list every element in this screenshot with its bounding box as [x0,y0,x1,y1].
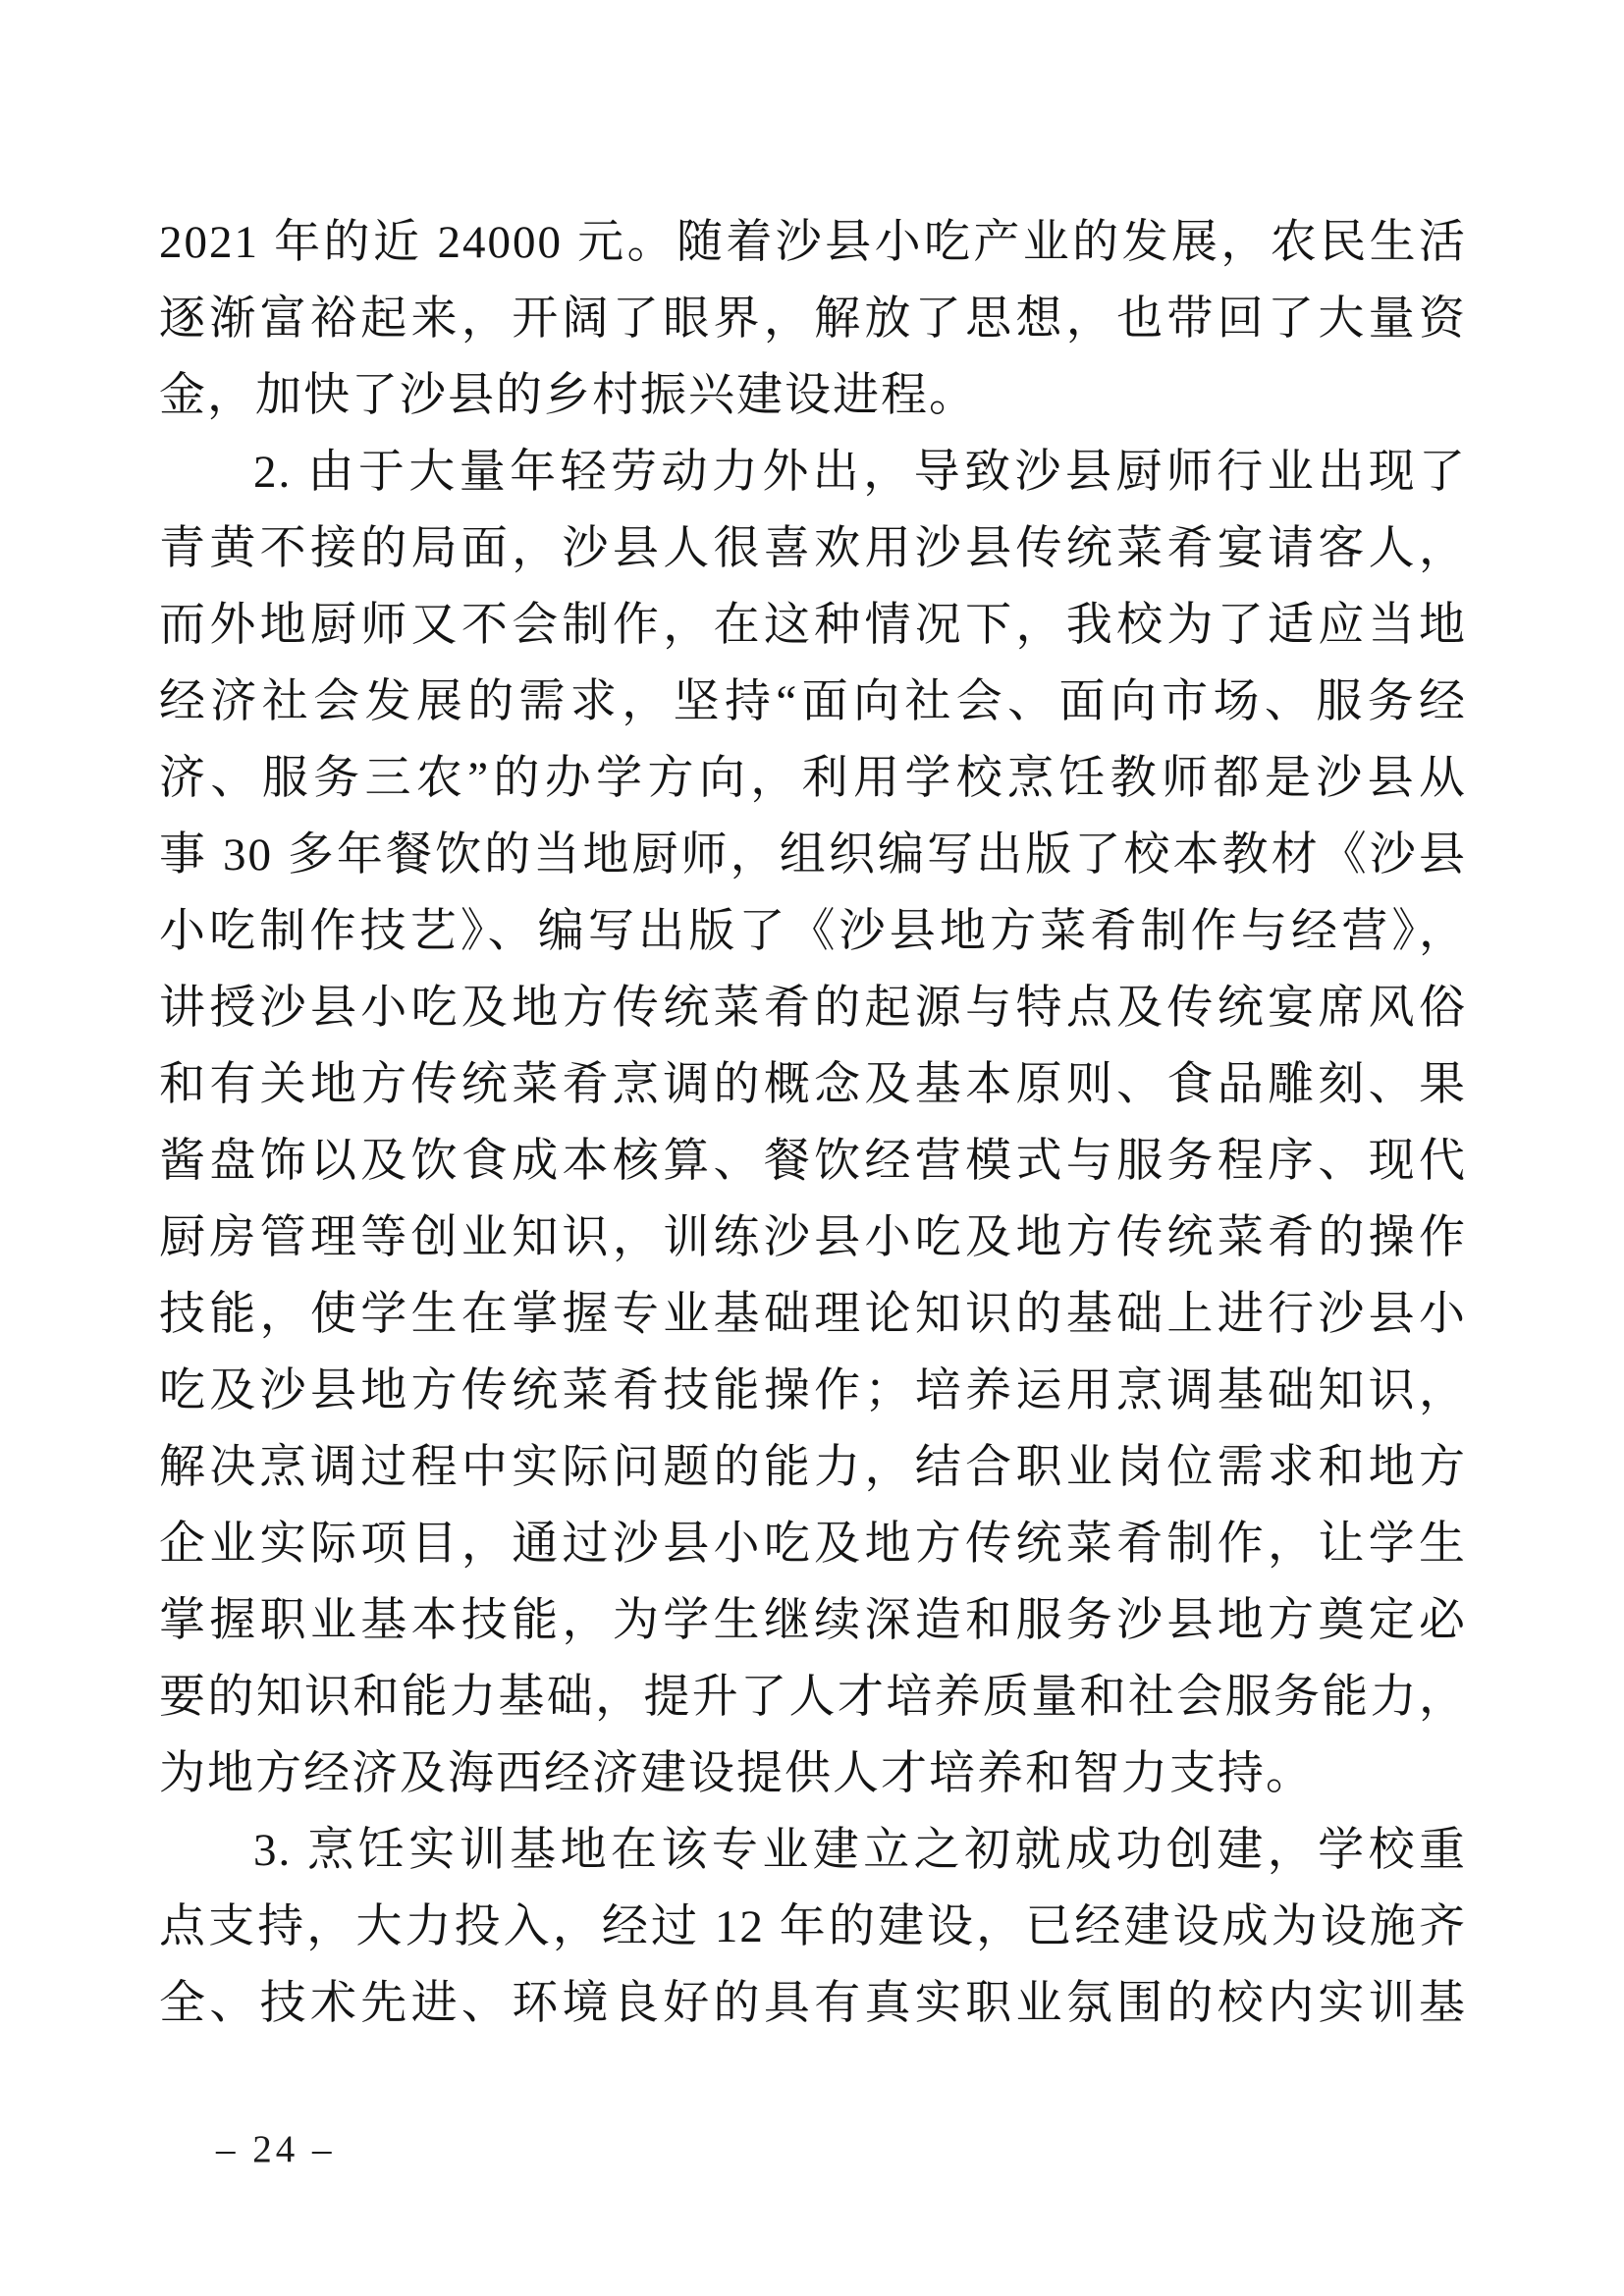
body-line: 为地方经济及海西经济建设提供人才培养和智力支持。 [159,1748,1314,1799]
body-line: 点支持，大力投入，经过 12 年的建设，已经建设成为设施齐 [159,1901,1467,1952]
body-line: 经济社会发展的需求，坚持“面向社会、面向市场、服务经 [159,676,1467,727]
body-line: 金，加快了沙县的乡村振兴建设进程。 [159,370,977,421]
body-line: 讲授沙县小吃及地方传统菜肴的起源与特点及传统宴席风俗 [159,983,1467,1034]
document-body [159,204,1467,2042]
body-line: 事 30 多年餐饮的当地厨师，组织编写出版了校本教材《沙县 [159,829,1467,881]
body-line: 吃及沙县地方传统菜肴技能操作；培养运用烹调基础知识， [159,1365,1467,1416]
body-line: 厨房管理等创业知识，训练沙县小吃及地方传统菜肴的操作 [159,1212,1467,1263]
body-line: 解决烹调过程中实际问题的能力，结合职业岗位需求和地方 [159,1442,1467,1493]
body-line: 掌握职业基本技能，为学生继续深造和服务沙县地方奠定必 [159,1595,1467,1646]
body-line: 2. 由于大量年轻劳动力外出，导致沙县厨师行业出现了 [253,447,1467,498]
body-line: 2021 年的近 24000 元。随着沙县小吃产业的发展，农民生活 [159,217,1467,268]
body-line: 3. 烹饪实训基地在该专业建立之初就成功创建，学校重 [253,1825,1467,1876]
body-line: 要的知识和能力基础，提升了人才培养质量和社会服务能力， [159,1672,1467,1723]
body-line: 和有关地方传统菜肴烹调的概念及基本原则、食品雕刻、果 [159,1059,1467,1110]
body-line: 全、技术先进、环境良好的具有真实职业氛围的校内实训基 [159,1978,1467,2029]
page-number: – 24 – [216,2128,336,2170]
body-line: 青黄不接的局面，沙县人很喜欢用沙县传统菜肴宴请客人， [159,523,1467,574]
body-line: 济、服务三农”的办学方向，利用学校烹饪教师都是沙县从 [159,753,1467,804]
body-line: 逐渐富裕起来，开阔了眼界，解放了思想，也带回了大量资 [159,294,1467,345]
body-line: 小吃制作技艺》、编写出版了《沙县地方菜肴制作与经营》， [159,906,1467,957]
body-line: 技能，使学生在掌握专业基础理论知识的基础上进行沙县小 [159,1289,1467,1340]
body-line: 而外地厨师又不会制作，在这种情况下，我校为了适应当地 [159,600,1467,651]
body-line: 企业实际项目，通过沙县小吃及地方传统菜肴制作，让学生 [159,1519,1467,1570]
body-line: 酱盘饰以及饮食成本核算、餐饮经营模式与服务程序、现代 [159,1136,1467,1187]
